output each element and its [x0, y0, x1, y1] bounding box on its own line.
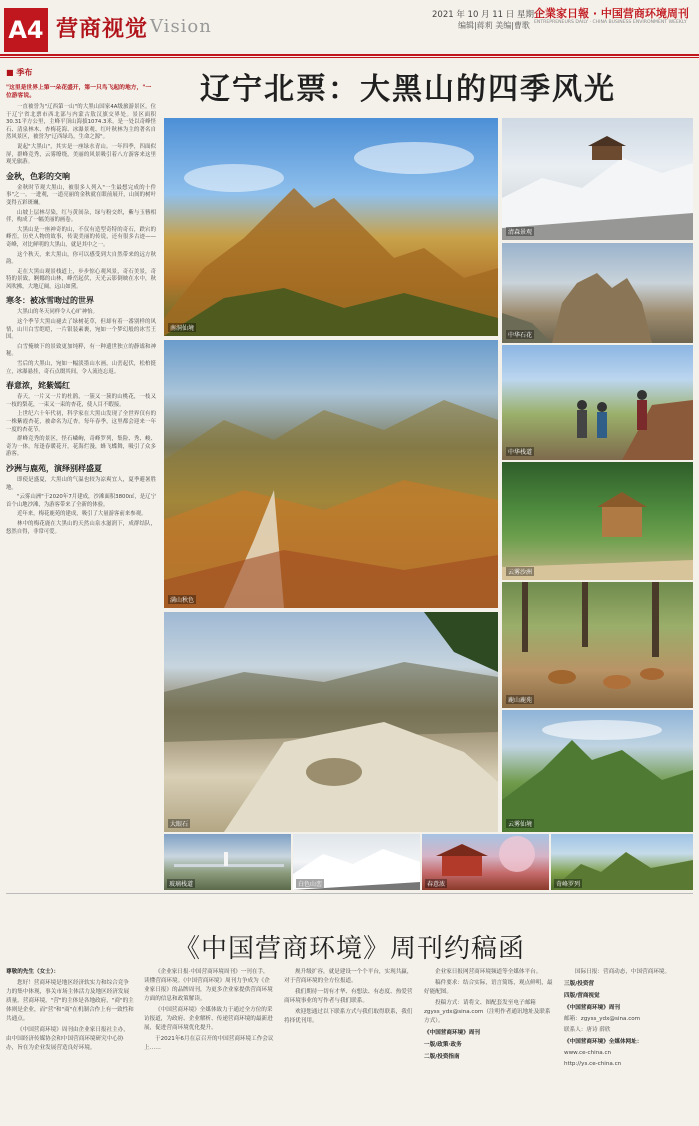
announcement-salutation: 尊敬的先生（女士）：: [6, 969, 60, 975]
announcement-paragraph: 《中国营商环境》周刊由企业家日报社主办，由中国经济传媒协会和中国营商环境研究中心协办，旨在为企业发展营造良好环境。: [6, 1027, 129, 1051]
announcement-paragraph: 欢迎您通过以下联系方式与我们取得联系，我们将择优刊用。: [284, 1009, 413, 1024]
announcement-paragraph: 您好！营商环境是地区经济软实力和综合竞争力的集中体现，事关市场主体活力及地区经济发展质量。营商环境，"营"的主体是各地政府，"商"的主体则是企业，而"营"和"商"在机制合作上有一致性和共通点。: [6, 980, 134, 1022]
issue-date: 2021 年 10 月 11 日 星期一: [432, 10, 543, 20]
photo-caption: 云雾仙境: [508, 821, 533, 828]
article-intro: "这里是世界上第一朵花盛开，第一只鸟飞起的地方，"一位游客说。: [6, 85, 152, 99]
announcement-paragraph: 于2021年6月在京召开的中国营商环境工作会议上……: [144, 1036, 274, 1051]
photo-forest-sandbox: [502, 462, 693, 580]
season-tag: ■ 季布: [6, 68, 33, 77]
photo-deer-park: [502, 582, 693, 708]
announcement-paragraph: 我们期待一切有才华、有想法、有态度、热爱营商环境事业的写作者与我们联系。: [284, 989, 413, 1004]
photo-peaks-array: [551, 834, 693, 890]
photo-caption: 清森景观: [508, 229, 533, 236]
article-paragraph: 雪后的大黑山，宛如一幅淡墨山水画，山峦起伏，松柏挺立，冰瀑悬挂，奇石点缀其间，令人流连忘返。: [6, 361, 156, 375]
announcement-title: 《中国营商环境》周刊约稿函: [173, 934, 525, 964]
photo-autumn-peaks: [164, 118, 498, 336]
contact-heading: 《中国营商环境》周刊: [564, 1005, 620, 1011]
article-body-column: [6, 66, 156, 881]
photo-caption: 白色山峦: [298, 881, 323, 888]
announcement-paragraph: 企业家日报网营商环境频道等全媒体平台。: [435, 969, 542, 975]
article-paragraph: 金秋时节观大黑山，被很多人列入"一生最想完成的十件事"之一。一进观，一道亮丽的金秋就在眼前展开，山间的树叶变得五彩斑斓。: [6, 184, 156, 206]
publication-brand-en: ENTREPRENEURS DAILY · CHINA BUSINESS ENVIRONMENT WEEKLY: [534, 20, 687, 25]
announcement-paragraph: 规升级扩容，就是建设一个个平台，实现共赢，对于营商环境的全方位报道。: [284, 969, 413, 984]
article-paragraph: 大黑山的冬天同样令人心旷神怡。: [17, 309, 98, 316]
photo-caption: 满山秋色: [170, 597, 195, 604]
website-heading: 《中国营商环境》全媒体网址：: [564, 1039, 643, 1045]
section-title: 营商视觉: [56, 17, 149, 42]
section-heading: 金秋，色彩的交响: [6, 171, 70, 181]
editor-credits: 编辑|蒋莉 美编|曹歌: [458, 21, 530, 30]
article-paragraph: 春天，一片又一片的杜鹃，一簇又一簇的山桃花，一枝又一枝的梨花，一束又一束的杏花，使人目不暇接。: [6, 394, 156, 408]
announcement-paragraph: 《中国营商环境》周刊: [424, 1030, 480, 1036]
contact-email[interactable]: 邮箱：zgyss_ydx@sina.com: [564, 1016, 641, 1022]
article-paragraph: 说起"大黑山"，其实是一座绿水青山。一年四季，四面似屏，群峰竞秀，云雾缭绕，美丽的风景吸引着八方游客来这里观光旅游。: [6, 143, 156, 166]
article-paragraph: 一直被誉为"辽西第一山"的大黑山国家4A级旅游景区，位于辽宁省北票市西北部与内蒙古敖汉旗交界处。景区面积30.31平方公里，主峰平顶山海拔1074.3米。是一处以奇峰怪石、清泉林木、杏梅花海、冰瀑景观、红叶秋林为主的著名自然风景区，被誉为"辽西绿岛，生命之源"。: [6, 104, 156, 141]
photo-caption: 奇峰罗列: [556, 881, 581, 888]
article-paragraph: "云雾山洲"于2020年7月建成，沙滩面积3800㎡，是辽宁首个山地沙滩，为游客带来了全新的体验。: [6, 494, 156, 508]
announcement-column: [424, 968, 554, 1120]
page-header: [0, 0, 699, 56]
announcement-paragraph: 《企业家日报·中国营商环境周刊》一刊在手，读懂营商环境。《中国营商环境》周刊力争成为《企业家日报》的品牌周刊，为更多企业家提供营商环境方面的信息和政策解读。: [144, 969, 273, 1002]
photo-walkway: [502, 345, 693, 460]
website-link[interactable]: www.ce-china.cn: [564, 1050, 612, 1056]
photo-caption: 南洞仙境: [170, 325, 195, 332]
article-paragraph: 这个季节大黑山褪去了绿树花草，但却有着一番别样的风情，山川白雪皑皑，一片银装素裹，宛如一个梦幻般的冰雪王国。: [6, 319, 156, 341]
photo-caption: 春意浓: [427, 881, 446, 888]
section-heading: 春意浓，姹紫嫣红: [6, 381, 70, 391]
article-paragraph: 即使是盛夏，大黑山的气温也较为凉爽宜人，夏季避暑胜地。: [6, 476, 156, 491]
photo-glass-walkway: [164, 834, 291, 890]
announcement-column: [564, 968, 693, 1120]
photo-caption: 玻璃栈道: [169, 881, 194, 888]
header-divider: [0, 54, 699, 56]
article-paragraph: 这个秋天，来大黑山，你可以感受到大自然带来的远方秋韵。: [6, 251, 156, 266]
announcement-subhead: 三版/投资营: [564, 981, 595, 987]
photo-cloud-peak: [502, 710, 693, 832]
announcement-paragraph: 《中国营商环境》全媒体致力于通过全方位的采访报道，为政府、企业解析、传递营商环境的最新进展，促进营商环境优化提升。: [144, 1007, 273, 1031]
website-link[interactable]: http://ys.ce-china.cn: [564, 1061, 622, 1067]
photo-rock-eye: [164, 612, 498, 832]
article-paragraph: 白雪掩映下的景致更加纯粹，有一种遗世独立的静谧和神秘。: [6, 343, 156, 358]
photo-snow-pavilion: [502, 118, 693, 240]
announcement-column: [6, 968, 134, 1120]
announcement-paragraph: 投稿方式：请将文、图配套发至电子邮箱zgyss_ydx@sina.com（注明作者通讯地址及联系方式）。: [424, 1000, 551, 1024]
photo-caption: 云雾沙洲: [508, 569, 533, 576]
article-paragraph: 近年来，梅花鹿苑的建成，吸引了大量游客前来参观。: [17, 511, 147, 518]
announcement-subhead: 一版/政策·政务: [424, 1042, 462, 1048]
section-title-en: Vision: [150, 16, 212, 37]
article-paragraph: 走在大黑山观景栈道上，步步惊心观风景，奇石美景，奇特的景致，婀娜的山林，峰峦起伏，天光云影倒映在水中，秋风吹拂，大地辽阔，远山如黛。: [6, 268, 156, 290]
announcement-paragraph: 国际日报：营商动态，中国营商环境。: [575, 969, 671, 975]
section-divider: [6, 893, 693, 894]
publication-brand: 企業家日報 · 中国营商环境周刊: [534, 7, 689, 20]
article-paragraph: 大黑山是一座神奇的山，不仅有造型奇特的奇石，跌宕的峰峦，历史人物的故事，传说美丽的传说，还有很多古迹——奇峰，对比鲜明的大黑山，就是其中之一。: [6, 226, 156, 248]
photo-caption: 鹿山鹿苑: [508, 697, 533, 704]
announcement-subhead: 二版/投资指南: [424, 1054, 460, 1060]
announcement-subhead: 四版/营商视觉: [564, 993, 600, 999]
header-divider-thin: [0, 57, 699, 58]
article-title: 辽宁北票：大黑山的四季风光: [200, 72, 616, 107]
photo-caption: 中华石花: [508, 332, 533, 339]
announcement-column: [144, 968, 274, 1120]
announcement-column: [284, 968, 414, 1120]
article-paragraph: 林中的梅花鹿在大黑山的天然山泉水滋润下，成群结队，悠然自得，非常可爱。: [6, 520, 156, 535]
section-heading: 沙洲与鹿苑，演绎别样盛夏: [6, 463, 102, 473]
page-number-badge: A4: [4, 8, 48, 52]
photo-caption: 中华栈道: [508, 449, 533, 456]
article-paragraph: 上世纪六十年代初，科学家在大黑山发现了全世界仅有的一株紫霞杏花，被命名为辽杏。每年春季，这里都会迎来一年一度的杏花节。: [6, 411, 156, 433]
article-paragraph: 山坡上层林尽染，红与黄间杂，绿与粉交织，紫与玉簪相伴，构成了一幅美丽的画卷。: [6, 209, 156, 224]
article-paragraph: 群峰竞秀的景区，怪石嶙峋，奇峰罗列，集险、秀、峻、奇为一体。每逢春暖花开，花海烂漫，蜂飞蝶舞，吸引了众多游客。: [6, 436, 156, 458]
photo-rock-flower: [502, 243, 693, 343]
photo-autumn-valley: [164, 340, 498, 608]
section-heading: 寒冬：被冰雪吻过的世界: [6, 296, 94, 306]
photo-caption: 大眼石: [170, 821, 189, 828]
announcement-paragraph: 稿件要求：结合实际，语言简练，观点鲜明，最好能配图。: [424, 980, 553, 995]
photo-white-hills: [293, 834, 420, 890]
photo-spring-blossom: [422, 834, 549, 890]
contact-person: 联系人：唐诗 薛欣: [564, 1027, 611, 1033]
